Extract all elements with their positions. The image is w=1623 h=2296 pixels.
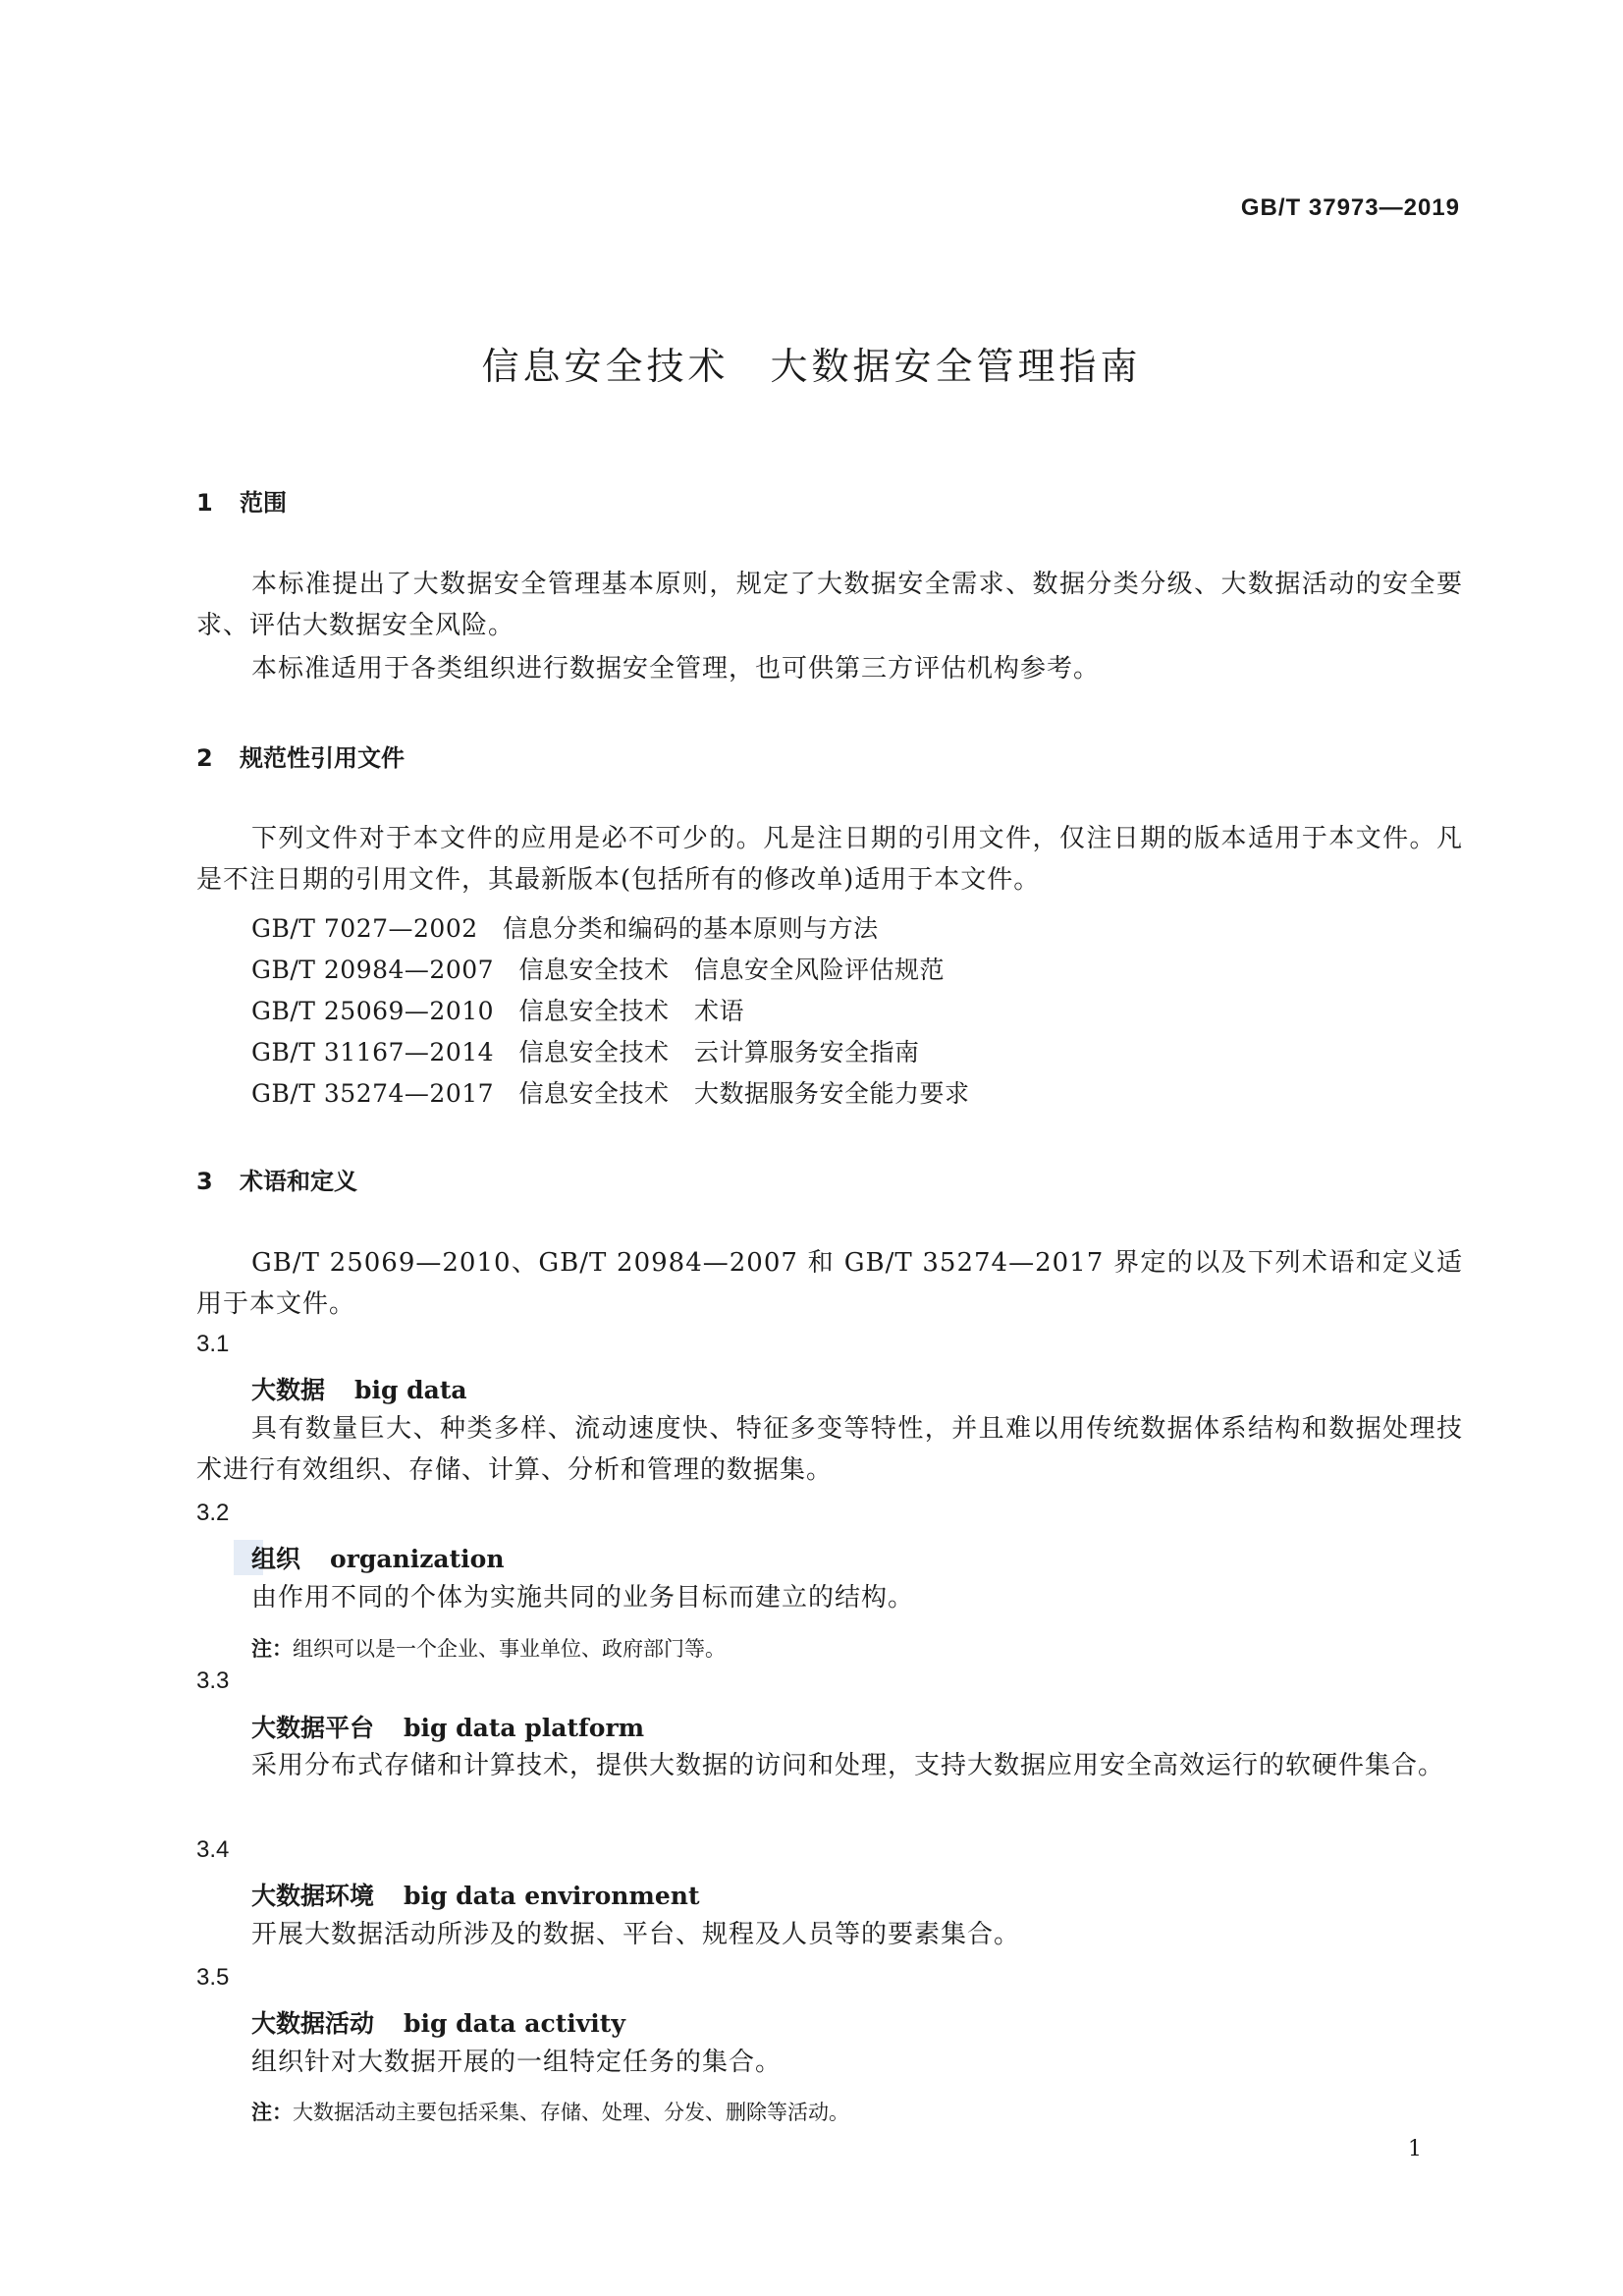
term-heading — [251, 2004, 625, 2040]
term-heading — [251, 1371, 467, 1406]
term-chinese: 组织 — [251, 1545, 301, 1573]
section-3-intro: GB/T 25069—2010、GB/T 20984—2007 和 GB/T 35274—2017 界定的以及下列术语和定义适用于本文件。 — [196, 1248, 1463, 1319]
section-title: 范围 — [240, 489, 287, 517]
term-definition: 开展大数据活动所涉及的数据、平台、规程及人员等的要素集合。 — [251, 1920, 1021, 1949]
term-chinese: 大数据环境 — [251, 1882, 375, 1910]
normative-reference: GB/T 25069—2010 信息安全技术 术语 — [251, 997, 745, 1025]
standard-code: GB/T 37973—2019 — [1240, 194, 1460, 221]
term-english: big data activity — [404, 2009, 625, 2038]
section-1-heading — [196, 483, 287, 518]
term-number: 3.3 — [196, 1667, 230, 1694]
term-chinese: 大数据平台 — [251, 1714, 375, 1742]
term-definition: 由作用不同的个体为实施共同的业务目标而建立的结构。 — [251, 1583, 915, 1613]
section-1-paragraph-2: 本标准适用于各类组织进行数据安全管理，也可供第三方评估机构参考。 — [251, 654, 1101, 683]
normative-reference: GB/T 35274—2017 信息安全技术 大数据服务安全能力要求 — [251, 1079, 970, 1108]
term-number: 3.5 — [196, 1964, 230, 1991]
section-2-heading — [196, 738, 405, 773]
term-english: big data environment — [404, 1882, 700, 1910]
note-text: 大数据活动主要包括采集、存储、处理、分发、删除等活动。 — [293, 2101, 849, 2124]
section-title: 术语和定义 — [240, 1168, 357, 1195]
term-english: organization — [330, 1545, 505, 1573]
term-definition: 组织针对大数据开展的一组特定任务的集合。 — [251, 2048, 783, 2077]
term-heading — [251, 1540, 505, 1575]
note-label: 注： — [251, 2100, 293, 2124]
note-label: 注： — [251, 1636, 293, 1661]
term-chinese: 大数据 — [251, 1376, 326, 1404]
section-number: 2 — [196, 744, 213, 772]
term-english: big data platform — [404, 1714, 645, 1742]
normative-reference: GB/T 7027—2002 信息分类和编码的基本原则与方法 — [251, 914, 879, 943]
section-title: 规范性引用文件 — [240, 744, 405, 772]
term-number: 3.4 — [196, 1836, 230, 1863]
term-number: 3.1 — [196, 1331, 230, 1357]
document-title: 信息安全技术 大数据安全管理指南 — [481, 345, 1142, 388]
section-number: 3 — [196, 1168, 213, 1195]
term-heading — [251, 1877, 700, 1912]
term-heading — [251, 1709, 644, 1744]
note-text: 组织可以是一个企业、事业单位、政府部门等。 — [293, 1637, 726, 1661]
section-2-paragraph-1: 下列文件对于本文件的应用是必不可少的。凡是注日期的引用文件，仅注日期的版本适用于本文件。凡是不注日期的引用文件，其最新版本(包括所有的修改单)适用于本文件。 — [196, 824, 1463, 895]
term-chinese: 大数据活动 — [251, 2009, 375, 2038]
term-english: big data — [354, 1376, 467, 1404]
page-number: 1 — [1408, 2137, 1422, 2161]
term-note — [251, 1633, 726, 1663]
normative-reference: GB/T 31167—2014 信息安全技术 云计算服务安全指南 — [251, 1038, 920, 1066]
section-1-paragraph-1: 本标准提出了大数据安全管理基本原则，规定了大数据安全需求、数据分类分级、大数据活动的安全要求、评估大数据安全风险。 — [196, 570, 1463, 640]
term-definition: 采用分布式存储和计算技术，提供大数据的访问和处理，支持大数据应用安全高效运行的软硬件集合。 — [251, 1751, 1445, 1780]
section-3-heading — [196, 1162, 357, 1196]
section-number: 1 — [196, 489, 213, 517]
normative-reference: GB/T 20984—2007 信息安全技术 信息安全风险评估规范 — [251, 956, 946, 984]
term-definition: 具有数量巨大、种类多样、流动速度快、特征多变等特性，并且难以用传统数据体系结构和数据处理技术进行有效组织、存储、计算、分析和管理的数据集。 — [196, 1414, 1463, 1485]
term-note — [251, 2097, 849, 2126]
term-number: 3.2 — [196, 1500, 230, 1526]
